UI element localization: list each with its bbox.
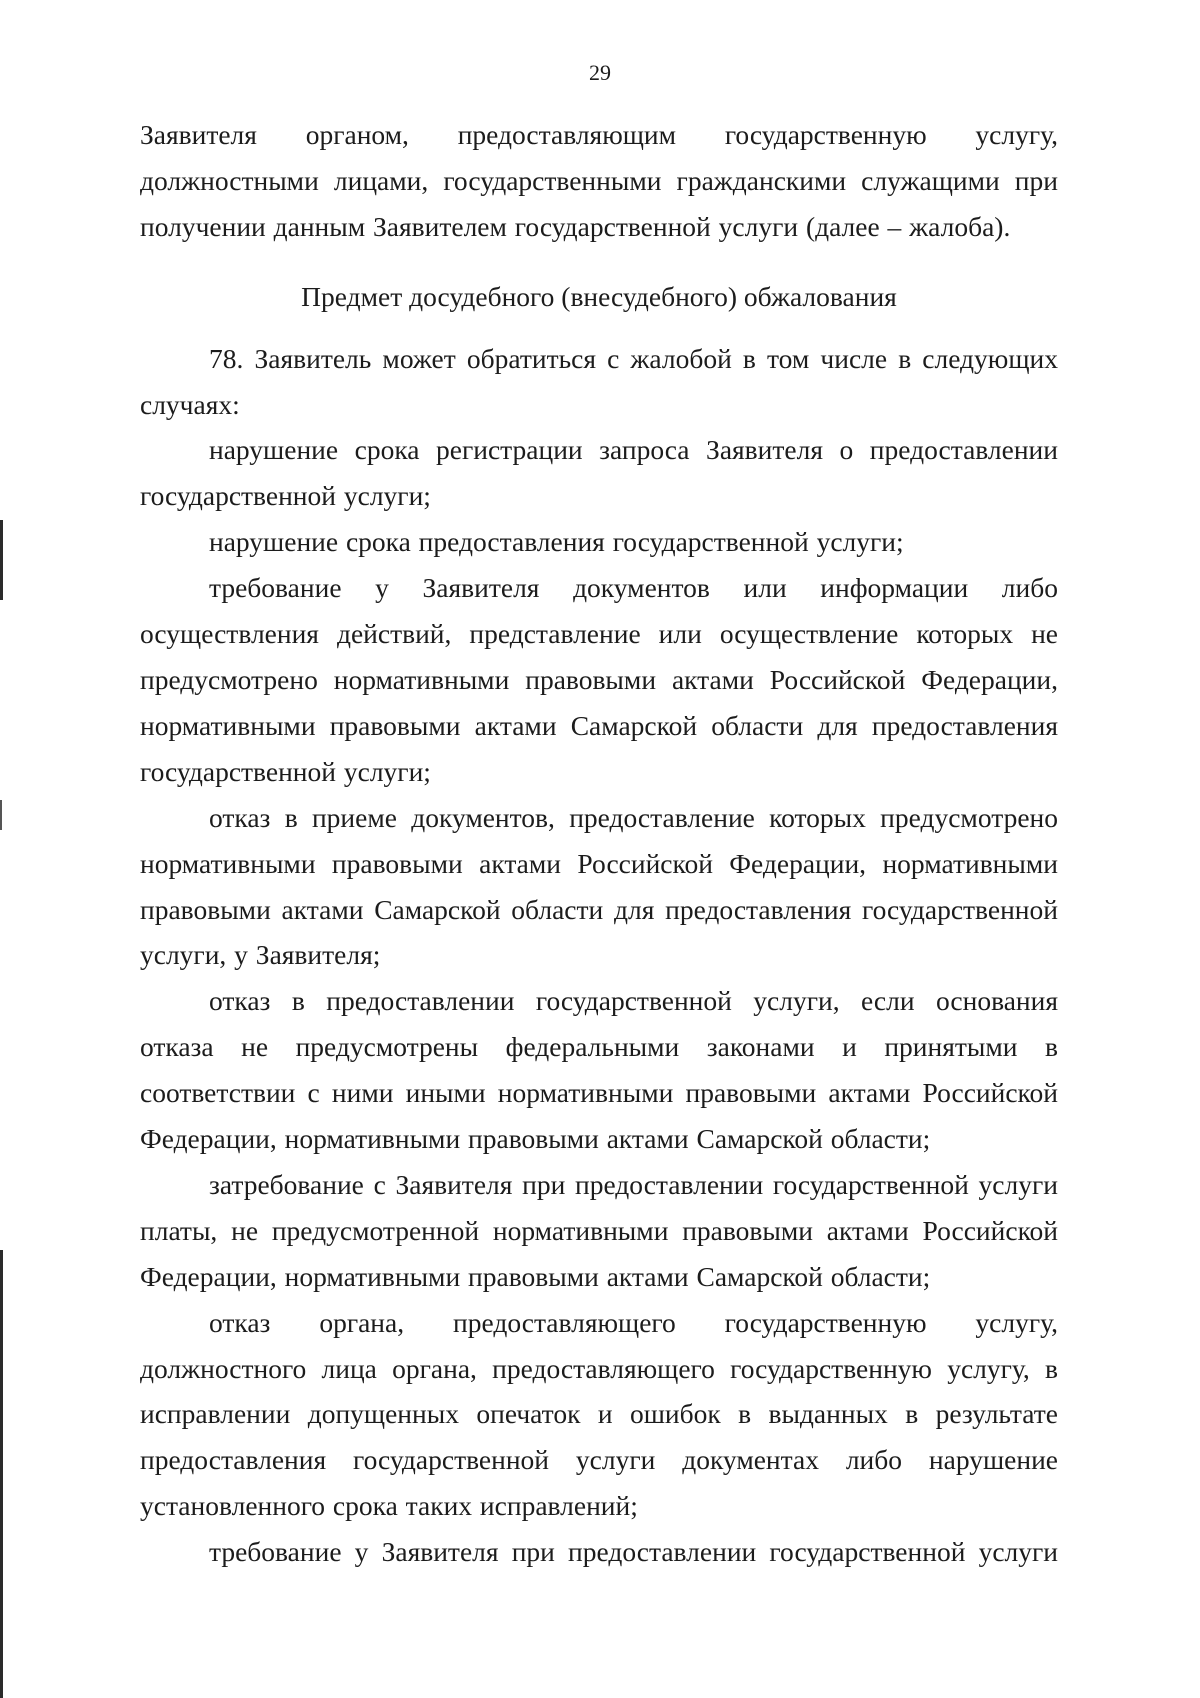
page-number: 29 xyxy=(589,60,611,85)
list-item: затребование с Заявителя при предоставлении государственной услуги платы, не предусмотренной нормативными правовыми актами Российской Федерации, нормативными правовыми актами Самарской области; xyxy=(140,1168,1058,1292)
scan-edge-mark xyxy=(0,800,2,830)
document-body xyxy=(140,112,1058,1575)
section-heading: Предмет досудебного (внесудебного) обжалования xyxy=(301,280,897,312)
list-item: нарушение срока предоставления государственной услуги; xyxy=(209,526,904,558)
list-item: отказ органа, предоставляющего государственную услугу, должностного лица органа, предоставляющего государственную услугу, в исправлении допущенных опечаток и ошибок в выданных в результате предоставления государственной услуги документах либо нарушение установленного срока таких исправлений; xyxy=(140,1306,1058,1522)
scan-edge-mark xyxy=(0,1250,3,1698)
list-item: нарушение срока регистрации запроса Заявителя о предоставлении государственной услуги; xyxy=(140,434,1058,512)
list-item: требование у Заявителя при предоставлении государственной услуги xyxy=(209,1536,1058,1568)
paragraph-78: 78. Заявитель может обратиться с жалобой в том числе в следующих случаях: xyxy=(140,342,1058,420)
list-item: отказ в приеме документов, предоставление которых предусмотрено нормативными правовыми актами Российской Федерации, нормативными правовыми актами Самарской области для предоставления государственной услуги, у Заявителя; xyxy=(140,801,1058,971)
scan-edge-mark xyxy=(0,520,3,600)
list-item: требование у Заявителя документов или информации либо осуществления действий, представление или осуществление которых не предусмотрено нормативными правовыми актами Российской Федерации, нормативными правовыми актами Самарской области для предоставления государственной услуги; xyxy=(140,572,1058,787)
intro-paragraph: Заявителя органом, предоставляющим государственную услугу, должностными лицами, государственными гражданскими служащими при получении данным Заявителем государственной услуги (далее – жалоба). xyxy=(140,119,1058,242)
list-item: отказ в предоставлении государственной услуги, если основания отказа не предусмотрены федеральными законами и принятыми в соответствии с ними иными нормативными правовыми актами Российской Федерации, нормативными правовыми актами Самарской области; xyxy=(140,985,1058,1155)
